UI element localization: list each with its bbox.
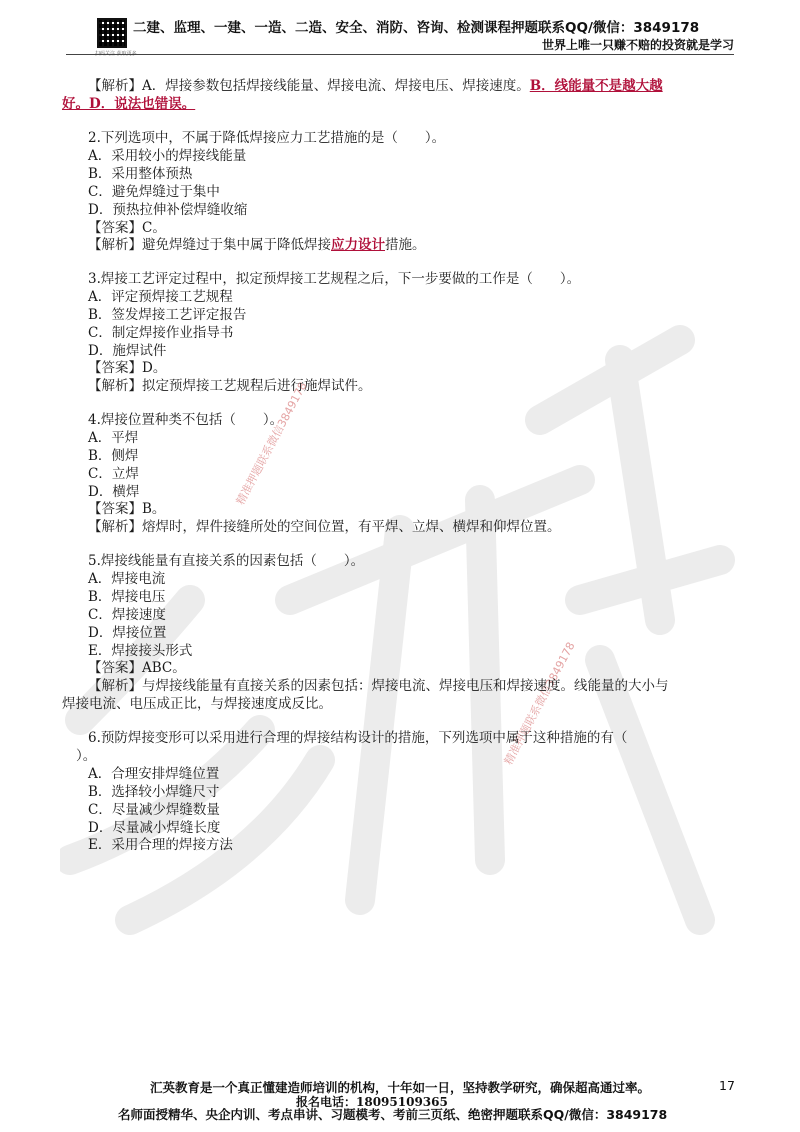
option: C．焊接速度 <box>88 607 166 623</box>
header-slogan: 世界上唯一只赚不赔的投资就是学习 <box>541 38 734 52</box>
option: A．评定预焊接工艺规程 <box>88 289 233 305</box>
intro-analysis-cont <box>62 95 195 113</box>
option: A．平焊 <box>88 430 139 446</box>
footer-intro: 汇英教育是一个真正懂建造师培训的机构，十年如一日，坚持教学研究，确保超高通过率。 <box>150 1080 651 1095</box>
option: D．横焊 <box>88 484 140 500</box>
option: B．侧焊 <box>88 448 139 464</box>
analysis-cont: 焊接电流、电压成正比，与焊接速度成反比。 <box>62 696 332 712</box>
analysis: 【解析】拟定预焊接工艺规程后进行施焊试件。 <box>88 378 372 394</box>
intro-highlight: B．线能量不是越大越 <box>529 78 663 94</box>
option: A．焊接电流 <box>88 571 166 587</box>
option: E．焊接接头形式 <box>88 643 193 659</box>
option: B．签发焊接工艺评定报告 <box>88 307 247 323</box>
option: C．避免焊缝过于集中 <box>88 184 220 200</box>
question-6-stem: 6.预防焊接变形可以采用进行合理的焊接结构设计的措施，下列选项中属于这种措施的有（ <box>88 730 628 746</box>
option: E．采用合理的焊接方法 <box>88 837 233 853</box>
analysis: 【解析】与焊接线能量有直接关系的因素包括：焊接电流、焊接电压和焊接速度。线能量的大小与 <box>88 678 669 694</box>
option: D．施焊试件 <box>88 343 167 359</box>
question-6-stem-cont: ）。 <box>76 748 97 764</box>
option: C．制定焊接作业指导书 <box>88 325 234 341</box>
header-divider <box>66 54 734 55</box>
option: C．尽量减少焊缝数量 <box>88 802 220 818</box>
option: D．尽量减小焊缝长度 <box>88 820 221 836</box>
footer-contact: 名师面授精华、央企内训、考点串讲、习题模考、考前三页纸、绝密押题联系QQ/微信：3849178 <box>118 1107 668 1122</box>
page-number: 17 <box>719 1078 735 1093</box>
option: B．焊接电压 <box>88 589 166 605</box>
answer: 【答案】C。 <box>88 220 166 236</box>
answer: 【答案】ABC。 <box>88 660 186 676</box>
question-3-stem: 3.焊接工艺评定过程中，拟定预焊接工艺规程之后，下一步要做的工作是（ ）。 <box>88 271 581 287</box>
intro-highlight: 好。D．说法也错误。 <box>62 96 196 112</box>
watermark-text: 精准押题联系微信3849178 <box>501 639 578 768</box>
question-5-stem: 5.焊接线能量有直接关系的因素包括（ ）。 <box>88 553 365 569</box>
option: B．采用整体预热 <box>88 166 193 182</box>
analysis-highlight: 应力设计 <box>331 237 385 253</box>
qr-code <box>97 18 127 48</box>
question-2-stem: 2.下列选项中，不属于降低焊接应力工艺措施的是（ ）。 <box>88 130 446 146</box>
analysis: 【解析】避免焊缝过于集中属于降低焊接应力设计措施。 <box>88 237 426 253</box>
analysis: 【解析】熔焊时，焊件接缝所处的空间位置，有平焊、立焊、横焊和仰焊位置。 <box>88 519 561 535</box>
option: D．预热拉伸补偿焊缝收缩 <box>88 202 248 218</box>
question-4-stem: 4.焊接位置种类不包括（ ）。 <box>88 412 284 428</box>
option: D．焊接位置 <box>88 625 167 641</box>
watermark-text: 精准押题联系微信3849178 <box>233 379 310 508</box>
option: A．合理安排焊缝位置 <box>88 766 220 782</box>
option: C．立焊 <box>88 466 139 482</box>
answer: 【答案】D。 <box>88 360 167 376</box>
header-contact: 二建、监理、一建、一造、二造、安全、消防、咨询、检测课程押题联系QQ/微信：3849178 <box>133 20 700 36</box>
answer: 【答案】B。 <box>88 501 166 517</box>
option: B．选择较小焊缝尺寸 <box>88 784 220 800</box>
intro-analysis: 【解析】A．焊接参数包括焊接线能量、焊接电流、焊接电压、焊接速度。B．线能量不是越大越 <box>88 78 663 94</box>
footer-phone: 报名电话：18095109365 <box>296 1095 448 1109</box>
option: A．采用较小的焊接线能量 <box>88 148 247 164</box>
